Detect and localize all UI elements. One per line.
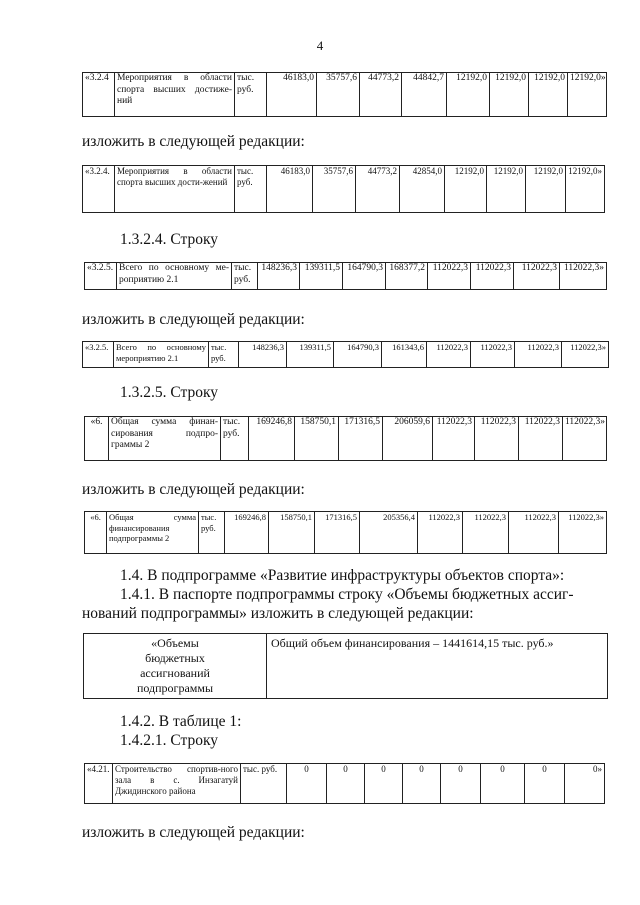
row-value: 112022,3 [427,342,471,368]
row-value: 12192,0 [529,73,568,117]
row-value: 0 [525,764,565,804]
row-name: Всего по основному мероприятию 2.1 [114,342,209,368]
table-row-3-2-4-new [82,165,605,213]
table-row-6-old [84,416,607,461]
row-value: 206059,6 [383,417,433,461]
table-row-3-2-4-old [82,72,607,117]
row-value: 44773,2 [360,73,402,117]
row-code: «3.2.4 [83,73,115,117]
row-value: 112022,3 [428,263,471,290]
row-value: 0 [287,764,327,804]
row-value: 158750,1 [269,512,315,554]
row-value: 164790,3 [334,342,382,368]
row-value: 46183,0 [267,73,317,117]
row-value: 35757,6 [317,73,360,117]
row-value: 12192,0 [487,166,526,213]
paragraph-1-4-1-line1: 1.4.1. В паспорте подпрограммы строку «Объемы бюджетных ассиг- [120,586,574,603]
row-name: Всего по основному ме-роприятию 2.1 [117,263,232,290]
row-unit: тыс. руб. [232,263,258,290]
row-value: 139311,5 [287,342,334,368]
row-value: 112022,3 [463,512,509,554]
row-value: 158750,1 [295,417,339,461]
row-value: 164790,3 [343,263,386,290]
row-unit: тыс. руб. [235,166,267,213]
row-unit: тыс. руб. [221,417,249,461]
row-code: «4.21. [85,764,113,804]
table-row-3-2-5-new [82,341,609,368]
table-row-3-2-5-old [84,262,607,290]
passport-table [83,633,608,699]
row-value: 0 [481,764,525,804]
section-heading: 1.3.2.5. Строку [120,384,219,401]
row-code: «3.2.4. [83,166,115,213]
instruction-text: изложить в следующей редакции: [82,481,305,498]
row-value: 169246,8 [225,512,269,554]
row-value: 205356,4 [360,512,418,554]
instruction-text: изложить в следующей редакции: [82,311,305,328]
passport-label-line: ассигнований [140,666,210,680]
row-value: 169246,8 [249,417,295,461]
row-unit: тыс. руб. [235,73,267,117]
row-value: 112022,3 [475,417,519,461]
row-value: 35757,6 [313,166,356,213]
row-code: «6. [85,417,109,461]
paragraph-1-4-2-1: 1.4.2.1. Строку [120,732,219,749]
row-value: 171316,5 [315,512,360,554]
passport-label-line: бюджетных [145,651,205,665]
row-value: 139311,5 [300,263,343,290]
row-unit: тыс. руб. [209,342,239,368]
row-value: 161343,6 [382,342,427,368]
passport-label-line: подпрограммы [136,681,214,695]
row-value: 0 [365,764,403,804]
row-value: 46183,0 [267,166,313,213]
row-value: 112022,3» [562,342,609,368]
table-row-6-new [84,511,607,554]
table-row-4-21 [84,763,605,804]
row-name: Общая сумма финансирования подпрограммы 2 [107,512,199,554]
row-value: 112022,3 [471,342,515,368]
section-heading: 1.3.2.4. Строку [120,231,219,248]
row-value: 171316,5 [339,417,383,461]
row-value: 12192,0 [526,166,566,213]
paragraph-1-4-2: 1.4.2. В таблице 1: [120,713,242,730]
row-value: 112022,3 [509,512,559,554]
row-value: 112022,3 [519,417,563,461]
row-name: Мероприятия в области спорта высших достиже-ний [115,73,235,117]
row-value: 112022,3 [471,263,514,290]
row-value: 148236,3 [239,342,287,368]
passport-label-line: «Объемы [151,636,199,650]
row-value: 12192,0» [566,166,605,213]
row-value: 12192,0 [445,166,487,213]
passport-label [84,634,267,699]
row-value: 112022,3 [515,342,562,368]
row-value: 42854,0 [400,166,445,213]
row-name: Мероприятия в области спорта высших дости-жений [115,166,235,213]
row-code: «6. [85,512,107,554]
row-value: 44773,2 [356,166,400,213]
row-value: 0 [403,764,441,804]
row-name: Общая сумма финан-сирования подпро-граммы 2 [109,417,221,461]
row-value: 0 [327,764,365,804]
instruction-text: изложить в следующей редакции: [82,824,305,841]
row-unit: тыс. руб. [199,512,225,554]
row-value: 168377,2 [386,263,428,290]
passport-value: Общий объем финансирования – 1441614,15 тыс. руб.» [267,634,608,699]
row-value: 44842,7 [402,73,447,117]
row-value: 112022,3» [563,417,607,461]
row-value: 0 [441,764,481,804]
row-code: «3.2.5. [85,263,117,290]
row-unit: тыс. руб. [241,764,287,804]
row-name: Строительство спортив-ного зала в с. Инзагатуй Джидинского района [113,764,241,804]
row-code: «3.2.5. [83,342,114,368]
row-value: 0» [565,764,605,804]
row-value: 112022,3 [514,263,560,290]
row-value: 12192,0 [447,73,490,117]
row-value: 12192,0» [568,73,607,117]
row-value: 12192,0 [490,73,529,117]
row-value: 112022,3 [433,417,475,461]
row-value: 112022,3» [560,263,607,290]
row-value: 148236,3 [258,263,300,290]
row-value: 112022,3 [418,512,463,554]
instruction-text: изложить в следующей редакции: [82,133,305,150]
paragraph-1-4-1-line2: нований подпрограммы» изложить в следующей редакции: [82,605,474,622]
row-value: 112022,3» [559,512,607,554]
page-number: 4 [316,38,324,53]
paragraph-1-4: 1.4. В подпрограмме «Развитие инфраструктуры объектов спорта»: [120,567,565,584]
